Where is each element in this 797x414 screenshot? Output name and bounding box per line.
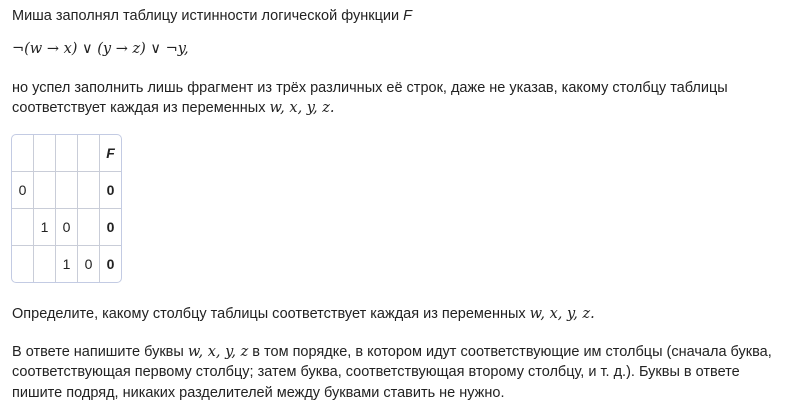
table-cell: 0 — [56, 209, 78, 246]
question-variables: w, x, y, z. — [529, 306, 595, 322]
table-header-cell — [78, 135, 100, 172]
table-row — [12, 172, 121, 209]
table-cell — [12, 209, 34, 246]
task-note-line1: но успел заполнить лишь фрагмент из трёх различных её строк, даже не указав, какому столбцу таблицы — [12, 80, 728, 96]
table-cell: 1 — [34, 209, 56, 246]
table-header-cell — [56, 135, 78, 172]
table-header-cell — [12, 135, 34, 172]
answer-instructions-line2: соответствующая первому столбцу; затем буква, соответствующая второму столбцу, и т. д.). Буквы в ответе — [12, 364, 740, 380]
task-intro — [12, 6, 412, 27]
table-cell: 0 — [12, 172, 34, 209]
table-cell-f: 0 — [106, 256, 115, 272]
table-cell — [78, 172, 100, 209]
table-cell-f: 0 — [100, 209, 121, 246]
table-header-cell — [34, 135, 56, 172]
answer-start-text: В ответе напишите буквы — [12, 344, 188, 360]
table-cell — [34, 246, 56, 282]
answer-line1-rest: в том порядке, в котором идут соответствующие им столбцы (сначала буква, — [248, 344, 772, 360]
table-cell — [34, 172, 56, 209]
table-cell — [78, 209, 100, 246]
table-header-cell-f: F — [100, 135, 121, 172]
table-cell: 0 — [78, 246, 100, 282]
task-note-line2 — [12, 98, 335, 119]
task-question — [12, 304, 595, 325]
answer-instructions-line3: пишите подряд, никаких разделителей между буквами ставить не нужно. — [12, 385, 505, 401]
function-name: F — [403, 8, 412, 24]
table-header-row — [12, 135, 121, 172]
table-cell-f: 0 — [100, 172, 121, 209]
table-cell — [56, 172, 78, 209]
task-intro-text: Миша заполнял таблицу истинности логической функции — [12, 8, 404, 24]
task-question-text: Определите, какому столбцу таблицы соответствует каждая из переменных — [12, 306, 530, 322]
table-cell: 1 — [56, 246, 78, 282]
truth-table — [11, 134, 122, 283]
formula: ¬(w → x) ∨ (y → z) ∨ ¬y, — [12, 41, 189, 57]
answer-variables: w, x, y, z — [187, 344, 249, 360]
answer-instructions-line1 — [12, 342, 772, 363]
variables-list: w, x, y, z. — [269, 100, 335, 116]
task-note-line2-text: соответствует каждая из переменных — [12, 100, 270, 116]
table-cell — [12, 246, 34, 282]
table-row — [12, 209, 121, 246]
table-row — [12, 246, 121, 282]
